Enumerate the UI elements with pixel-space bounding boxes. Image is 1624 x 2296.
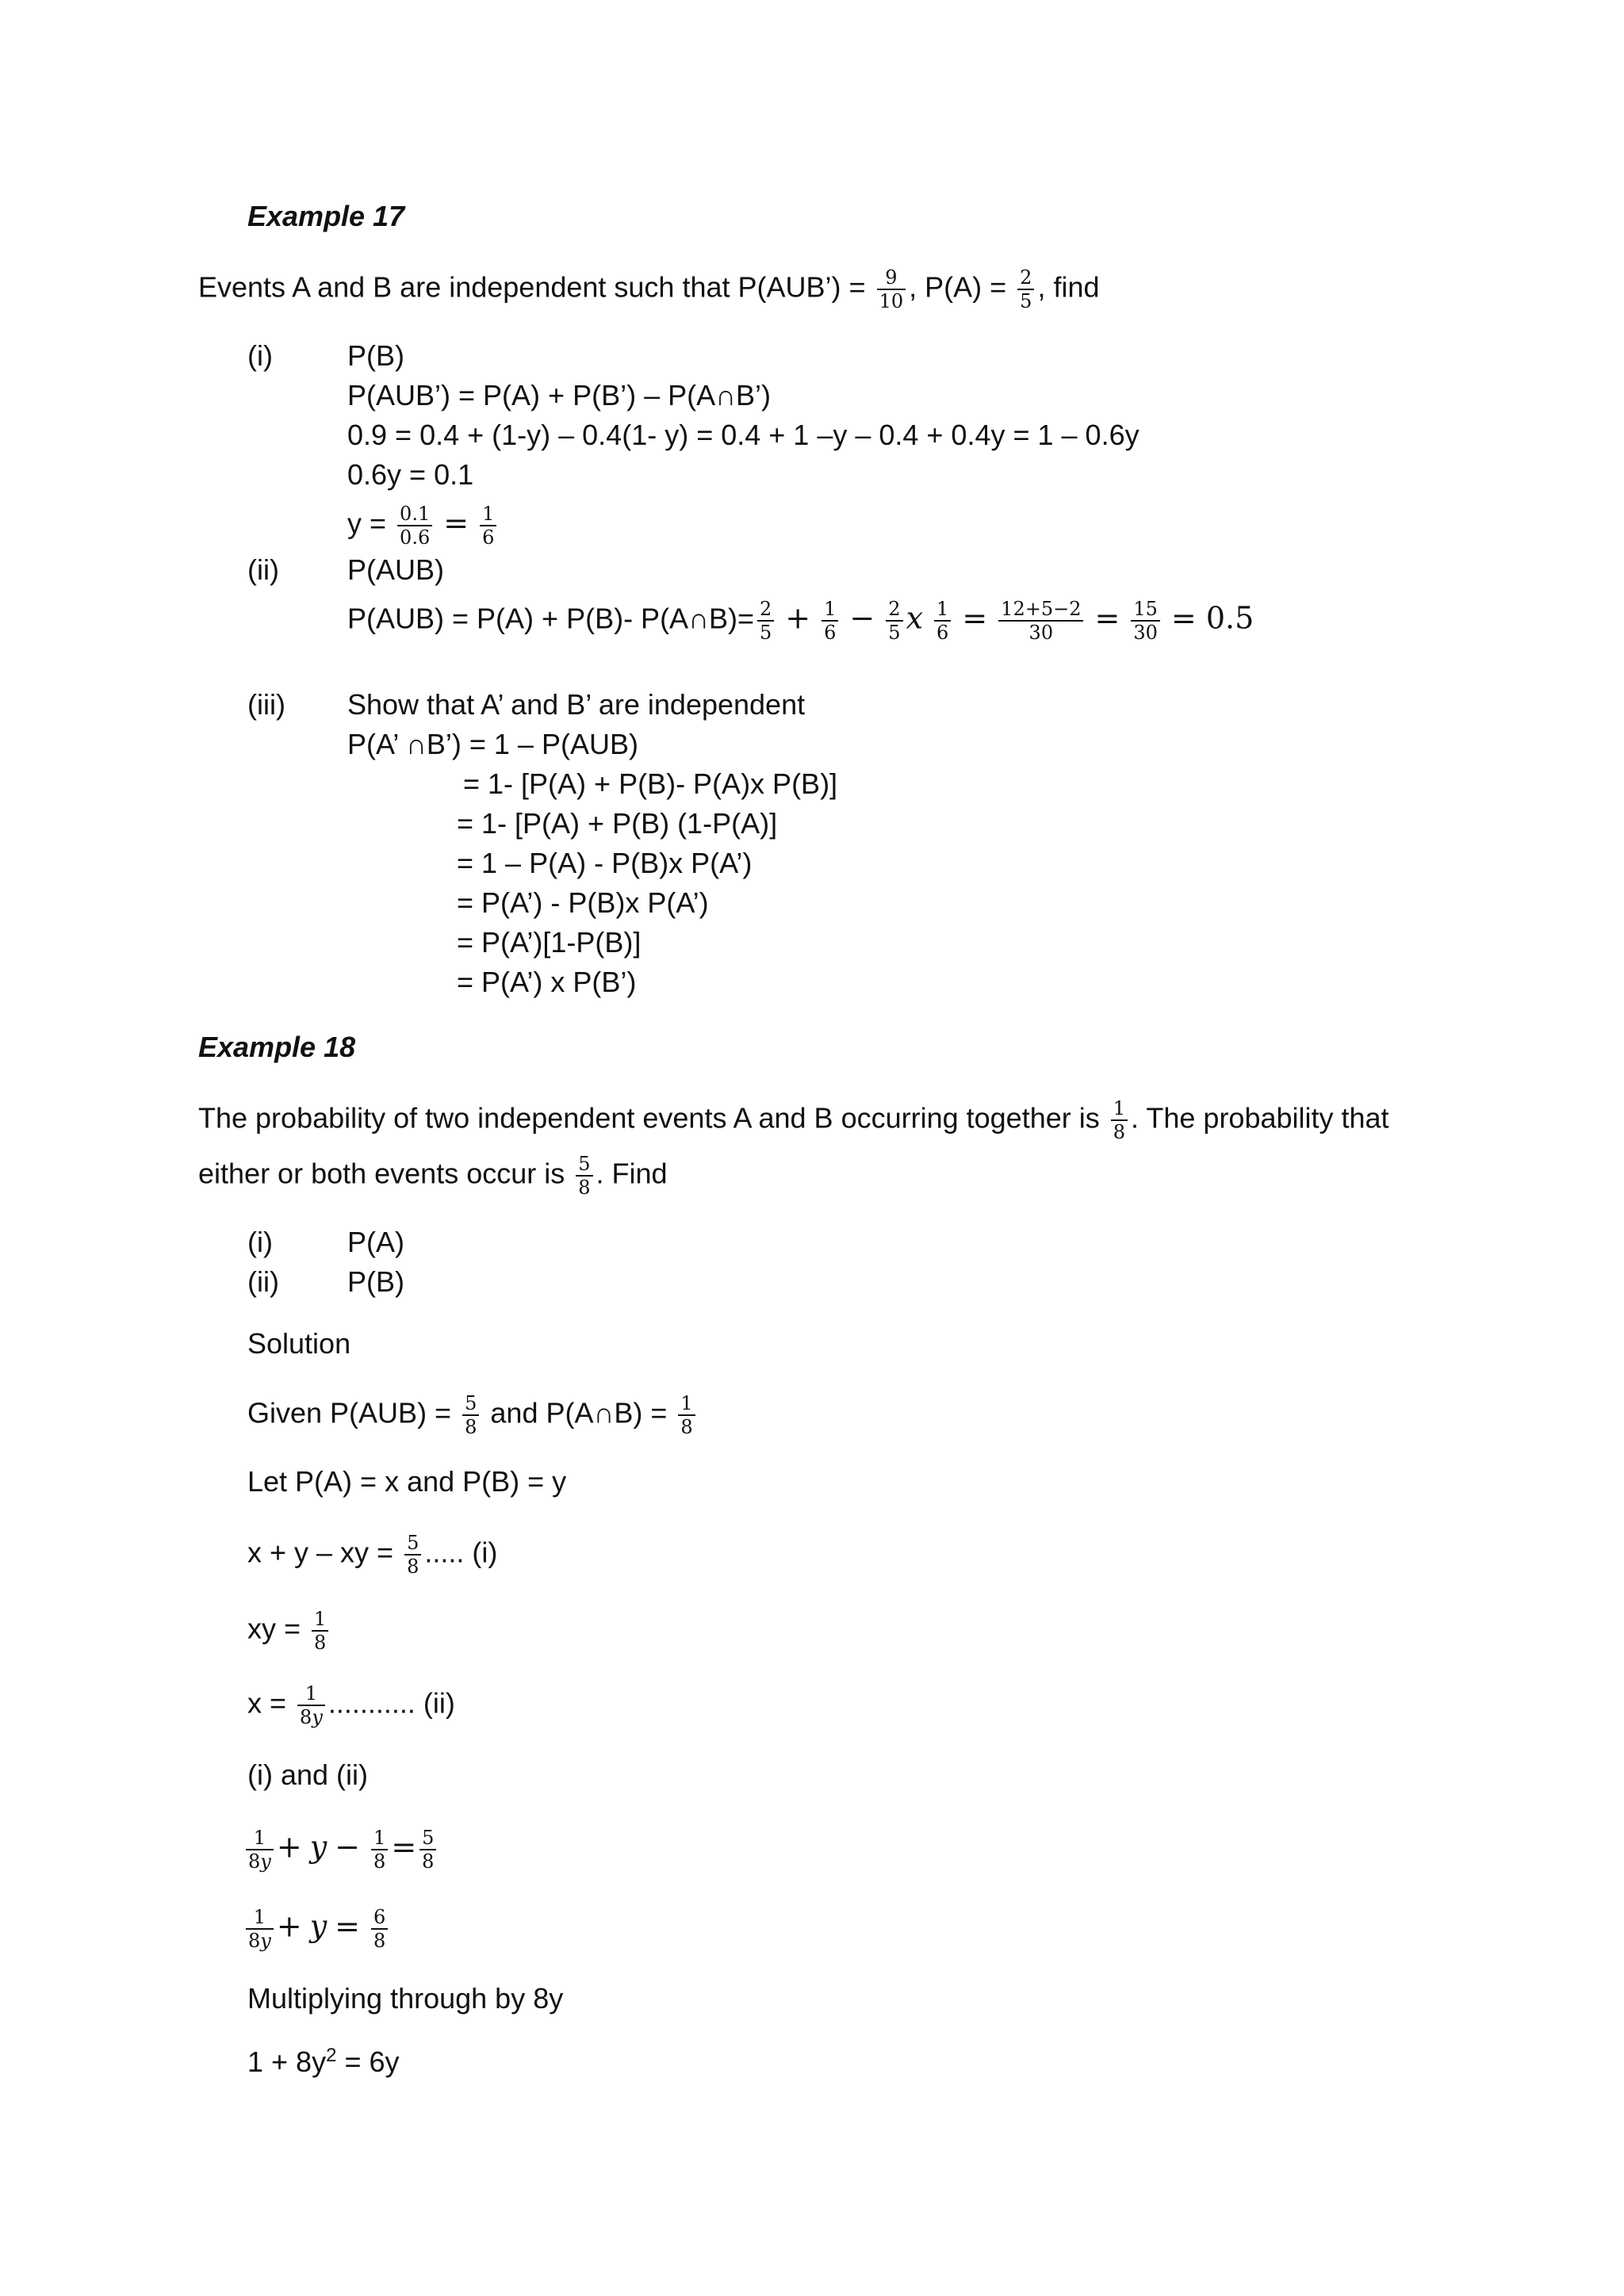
- find-item-ii-text: P(B): [347, 1265, 404, 1298]
- part-i-line-1: P(AUB’) = P(A) + P(B’) – P(A∩B’): [347, 379, 771, 411]
- fraction-2-5-b: $\frac{2}{5}$: [886, 598, 902, 644]
- part-iii-title: Show that A’ and B’ are independent: [347, 688, 806, 721]
- part-i-label: (i): [247, 339, 273, 372]
- part-iii-label: (iii): [247, 688, 285, 721]
- fraction-1-6-a: $\frac{1}{6}$: [822, 598, 838, 644]
- fraction-6-8-s2: $\frac{6}{8}$: [371, 1906, 388, 1952]
- part-iii-line-2: = 1- [P(A) + P(B)- P(A)x P(B)]: [463, 767, 838, 800]
- fraction-5-8-eq1: $\frac{5}{8}$: [404, 1532, 421, 1578]
- fraction-1-8-xy: $\frac{1}{8}$: [312, 1608, 328, 1654]
- example-17-intro: Events A and B are independent such that P(AUB’) = $\frac{9}{10}$ , P(A) = $\frac{2}{5}$ , find: [198, 266, 1100, 312]
- solution-label: Solution: [247, 1327, 351, 1360]
- substitution-line-2: $\frac{1}{\text{8𝑦}}$ + 𝑦 = $\frac{6}{8}$: [243, 1906, 391, 1952]
- part-iii-line-5: = P(A’) - P(B)x P(A’): [457, 886, 709, 919]
- fraction-1-8-s1: $\frac{1}{8}$: [371, 1827, 388, 1873]
- part-iii-line-3: = 1- [P(A) + P(B) (1-P(A)]: [457, 807, 778, 840]
- example-18-intro-line-2: either or both events occur is $\frac{5}{8}$ . Find: [198, 1153, 668, 1199]
- fraction-1-8y-s1: $\frac{1}{\text{8𝑦}}$: [246, 1827, 274, 1873]
- fraction-1-8-given: $\frac{1}{8}$: [678, 1392, 695, 1438]
- part-i-title: P(B): [347, 339, 404, 372]
- fraction-01-06: $\frac{0.1}{0.6}$: [397, 503, 432, 549]
- part-iii-line-4: = 1 – P(A) - P(B)x P(A’): [457, 847, 753, 879]
- let-line: Let P(A) = x and P(B) = y: [247, 1465, 567, 1498]
- final-equation: $1 + 8y^2 = 6y$: [247, 2045, 400, 2078]
- part-ii-label: (ii): [247, 553, 279, 586]
- equation-ii: x = $\frac{1}{\text{8𝑦}}$ ........... (ii): [247, 1682, 455, 1728]
- fraction-1-8y: $\frac{1}{\text{8𝑦}}$: [297, 1682, 325, 1728]
- part-i-line-2: 0.9 = 0.4 + (1-y) – 0.4(1- y) = 0.4 + 1 –y – 0.4 + 0.4y = 1 – 0.6y: [347, 419, 1139, 451]
- part-ii-equation: P(AUB) = P(A) + P(B)- P(A∩B)= $\frac{2}{5}$ + $\frac{1}{6}$ − $\frac{2}{5}$ x $\frac{1}{6}$ = $\frac{12+5-2}{30}$ = $\frac{15}{30}$ = 0.5: [347, 598, 1254, 644]
- fraction-1-6-b: $\frac{1}{6}$: [934, 598, 951, 644]
- part-ii-title: P(AUB): [347, 553, 445, 586]
- fraction-5-8: $\frac{5}{8}$: [576, 1153, 592, 1199]
- find-item-i-text: P(A): [347, 1226, 404, 1258]
- part-iii-line-6: = P(A’)[1-P(B)]: [457, 926, 642, 959]
- fraction-1-8y-s2: $\frac{1}{\text{8𝑦}}$: [246, 1906, 274, 1952]
- example-17-heading: Example 17: [247, 200, 405, 232]
- fraction-5-8-given: $\frac{5}{8}$: [462, 1392, 479, 1438]
- part-i-line-3: 0.6y = 0.1: [347, 458, 474, 491]
- example-18-heading: Example 18: [198, 1031, 356, 1063]
- equation-i: x + y – xy = $\frac{5}{8}$ ..... (i): [247, 1532, 498, 1578]
- example-18-intro-line-1: The probability of two independent events A and B occurring together is $\frac{1}{8}$ . The probability that: [198, 1097, 1389, 1143]
- find-item-i-label: (i): [247, 1226, 273, 1258]
- fraction-2-5: $\frac{2}{5}$: [1017, 266, 1034, 312]
- fraction-12-5-2-30: $\frac{12+5-2}{30}$: [998, 598, 1083, 644]
- fraction-1-8: $\frac{1}{8}$: [1111, 1097, 1128, 1143]
- fraction-9-10: $\frac{9}{10}$: [877, 266, 906, 312]
- combine-line: (i) and (ii): [247, 1758, 369, 1791]
- fraction-1-6: $\frac{1}{6}$: [480, 503, 496, 549]
- fraction-2-5-a: $\frac{2}{5}$: [757, 598, 774, 644]
- xy-line: xy = $\frac{1}{8}$: [247, 1608, 331, 1654]
- part-iii-line-7: = P(A’) x P(B’): [457, 966, 637, 998]
- fraction-5-8-s1: $\frac{5}{8}$: [419, 1827, 436, 1873]
- find-item-ii-label: (ii): [247, 1265, 279, 1298]
- part-iii-line-1: P(A’ ∩B’) = 1 – P(AUB): [347, 728, 638, 760]
- given-line: Given P(AUB) = $\frac{5}{8}$ and P(A∩B) = $\frac{1}{8}$: [247, 1392, 699, 1438]
- part-i-line-4: y = $\frac{0.1}{0.6}$ = $\frac{1}{6}$: [347, 503, 500, 549]
- multiply-line: Multiplying through by 8y: [247, 1982, 564, 2015]
- fraction-15-30: $\frac{15}{30}$: [1131, 598, 1160, 644]
- substitution-line-1: $\frac{1}{\text{8𝑦}}$ + 𝑦 − $\frac{1}{8}$ = $\frac{5}{8}$: [243, 1827, 439, 1873]
